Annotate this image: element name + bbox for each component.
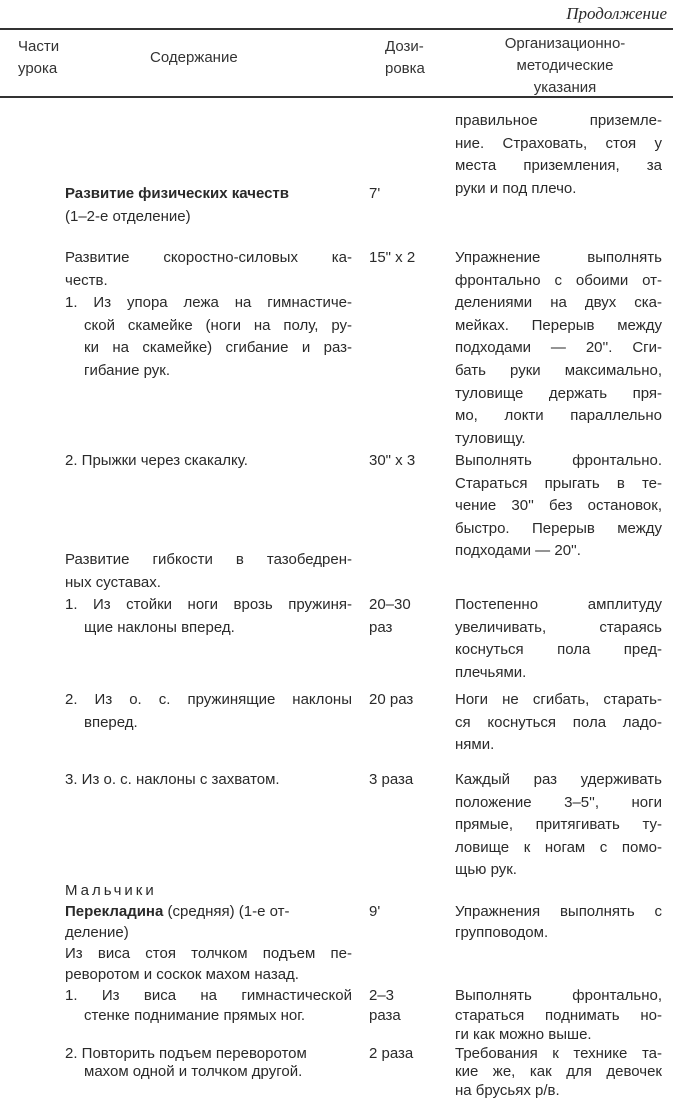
content-line xyxy=(65,901,352,922)
dosage-cell xyxy=(369,769,413,792)
content-line: 2. Прыжки через скакалку. xyxy=(65,452,248,469)
notes-line: положение 3–5'', ноги xyxy=(455,793,662,811)
notes-line: на брусьях р/в. xyxy=(455,1081,560,1099)
group-label: Мальчики xyxy=(65,882,157,899)
notes-line: стараться поднимать но- xyxy=(455,1006,662,1024)
notes-cell xyxy=(455,1045,662,1100)
dosage-cell xyxy=(369,1045,413,1063)
header-rule xyxy=(0,96,673,98)
notes-line: групповодом. xyxy=(455,924,549,941)
notes-line: бать руки максимально, xyxy=(455,361,662,379)
notes-line: подходами — 20''. Сги- xyxy=(455,339,662,357)
content-line: 2. Повторить подъем переворотом xyxy=(65,1045,307,1062)
notes-line: мо, локти параллельно xyxy=(455,407,662,425)
content-line: махом одной и толчком другой. xyxy=(84,1063,303,1081)
notes-line: Постепенно амплитуду xyxy=(455,596,662,613)
notes-line: чение 30'' без остановок, xyxy=(455,497,662,515)
content-line: стенке поднимание прямых ног. xyxy=(84,1006,306,1024)
notes-line: подходами — 20''. xyxy=(455,542,581,560)
notes-line: Стараться прыгать в те- xyxy=(455,474,662,492)
content-line: 1. Из стойки ноги врозь пружиня- xyxy=(65,596,352,614)
content-line: (1–2-е отделение) xyxy=(65,207,191,225)
content-line: деление) xyxy=(65,924,129,941)
notes-cell xyxy=(455,247,662,450)
content-line: ской скамейке (ноги на полу, ру- xyxy=(84,316,352,334)
notes-line: ги как можно выше. xyxy=(455,1026,592,1043)
notes-line: туловище держать пря- xyxy=(455,384,662,402)
notes-line: плечьями. xyxy=(455,663,527,681)
notes-line: ся коснуться пола ладо- xyxy=(455,713,662,731)
notes-line: кие же, как для девочек xyxy=(455,1063,662,1081)
header-parts-line: урока xyxy=(18,60,58,77)
content-line: вперед. xyxy=(84,713,138,731)
content-line: Развитие скоростно-силовых ка- xyxy=(65,249,352,266)
notes-cell xyxy=(455,110,662,200)
notes-line: фронтально с обоими от- xyxy=(455,271,662,289)
notes-line: ловище к ногам с помо- xyxy=(455,838,662,856)
content-line: гибание рук. xyxy=(84,361,171,379)
dosage-value: 20–30 xyxy=(369,596,411,613)
dosage-cell xyxy=(369,247,415,270)
content-line: честв. xyxy=(65,271,108,289)
content-line: 2. Из о. с. пружинящие наклоны xyxy=(65,691,352,708)
content-cell xyxy=(65,689,352,734)
content-cell xyxy=(65,183,352,228)
dosage-cell xyxy=(369,901,380,922)
header-parts xyxy=(18,36,59,80)
header-dosage-line: Дози- xyxy=(385,38,424,55)
header-notes-line: Организационно- xyxy=(504,35,626,52)
dosage-cell xyxy=(369,689,413,712)
notes-line: туловищу. xyxy=(455,429,526,447)
notes-cell xyxy=(455,594,662,684)
notes-line: нями. xyxy=(455,736,495,754)
notes-cell xyxy=(455,901,662,943)
continuation-label: Продолжение xyxy=(566,4,667,23)
dosage-value: 9' xyxy=(369,903,381,920)
notes-line: коснуться пола пред- xyxy=(455,641,662,659)
content-line: ных суставах. xyxy=(65,573,161,591)
dosage-cell xyxy=(369,594,411,639)
dosage-value: 30" x 3 xyxy=(369,452,416,469)
dosage-value: 2 раза xyxy=(369,1045,414,1062)
notes-line: быстро. Перерыв между xyxy=(455,519,662,537)
content-line: ки на скамейке) сгибание и раз- xyxy=(84,339,352,357)
content-line: 1. Из виса на гимнастической xyxy=(65,987,352,1004)
header-notes-line: методические xyxy=(516,57,614,74)
notes-line: Требования к технике та- xyxy=(455,1045,662,1062)
notes-line: Упражнение выполнять xyxy=(455,249,662,266)
notes-line: увеличивать, стараясь xyxy=(455,618,662,636)
header-dosage-line: ровка xyxy=(385,60,425,77)
notes-line: места приземления, за xyxy=(455,157,662,175)
notes-line: Ноги не сгибать, старать- xyxy=(455,691,662,708)
header-notes-line: указания xyxy=(533,79,597,96)
content-line: Развитие гибкости в тазобедрен- xyxy=(65,551,352,568)
header-parts-line: Части xyxy=(18,38,60,55)
top-rule xyxy=(0,28,673,30)
content-cell xyxy=(65,986,352,1025)
notes-cell xyxy=(455,986,662,1045)
notes-line: Выполнять фронтально. xyxy=(455,452,662,469)
dosage-cell xyxy=(369,450,415,473)
notes-line: щью рук. xyxy=(455,861,517,879)
notes-line: ние. Страховать, стоя у xyxy=(455,134,662,152)
dosage-value: раза xyxy=(369,1006,401,1024)
content-line: Из виса стоя толчком подъем пе- xyxy=(65,945,352,962)
content-line: 1. Из упора лежа на гимнастиче- xyxy=(65,294,352,312)
content-line: Развитие физических качеств xyxy=(65,185,290,202)
notes-line: Каждый раз удерживать xyxy=(455,771,662,788)
content-cell xyxy=(65,769,352,792)
notes-cell xyxy=(455,769,662,882)
header-content: Содержание xyxy=(150,49,238,66)
content-line: 3. Из о. с. наклоны с захватом. xyxy=(65,771,280,788)
dosage-value: 2–3 xyxy=(369,987,395,1004)
dosage-cell xyxy=(369,986,401,1025)
notes-line: делениями на двух ска- xyxy=(455,294,662,312)
content-cell xyxy=(65,549,352,639)
notes-line: Упражнения выполнять с xyxy=(455,903,662,920)
content-line: реворотом и соскок махом назад. xyxy=(65,966,299,983)
dosage-cell xyxy=(369,183,380,206)
content-cell xyxy=(65,450,352,473)
dosage-value: 15" x 2 xyxy=(369,249,416,266)
dosage-value: 20 раз xyxy=(369,691,414,708)
dosage-value: 7' xyxy=(369,185,381,202)
notes-line: мейках. Перерыв между xyxy=(455,316,662,334)
notes-line: правильное приземле- xyxy=(455,112,662,129)
content-cell xyxy=(65,247,352,383)
notes-line: Выполнять фронтально, xyxy=(455,987,662,1004)
content-cell xyxy=(65,880,352,985)
dosage-value: 3 раза xyxy=(369,771,414,788)
notes-line: прямые, притягивать ту- xyxy=(455,816,662,834)
notes-cell xyxy=(455,450,662,563)
content-cell xyxy=(65,1045,352,1082)
content-line: щие наклоны вперед. xyxy=(84,618,235,636)
notes-cell xyxy=(455,689,662,757)
dosage-value: раз xyxy=(369,618,393,636)
header-notes xyxy=(470,33,660,99)
apparatus-title: Перекладина xyxy=(65,903,164,920)
header-dosage xyxy=(385,36,425,80)
apparatus-detail: (средняя) (1-е от- xyxy=(163,903,290,920)
notes-line: руки и под плечо. xyxy=(455,179,577,197)
